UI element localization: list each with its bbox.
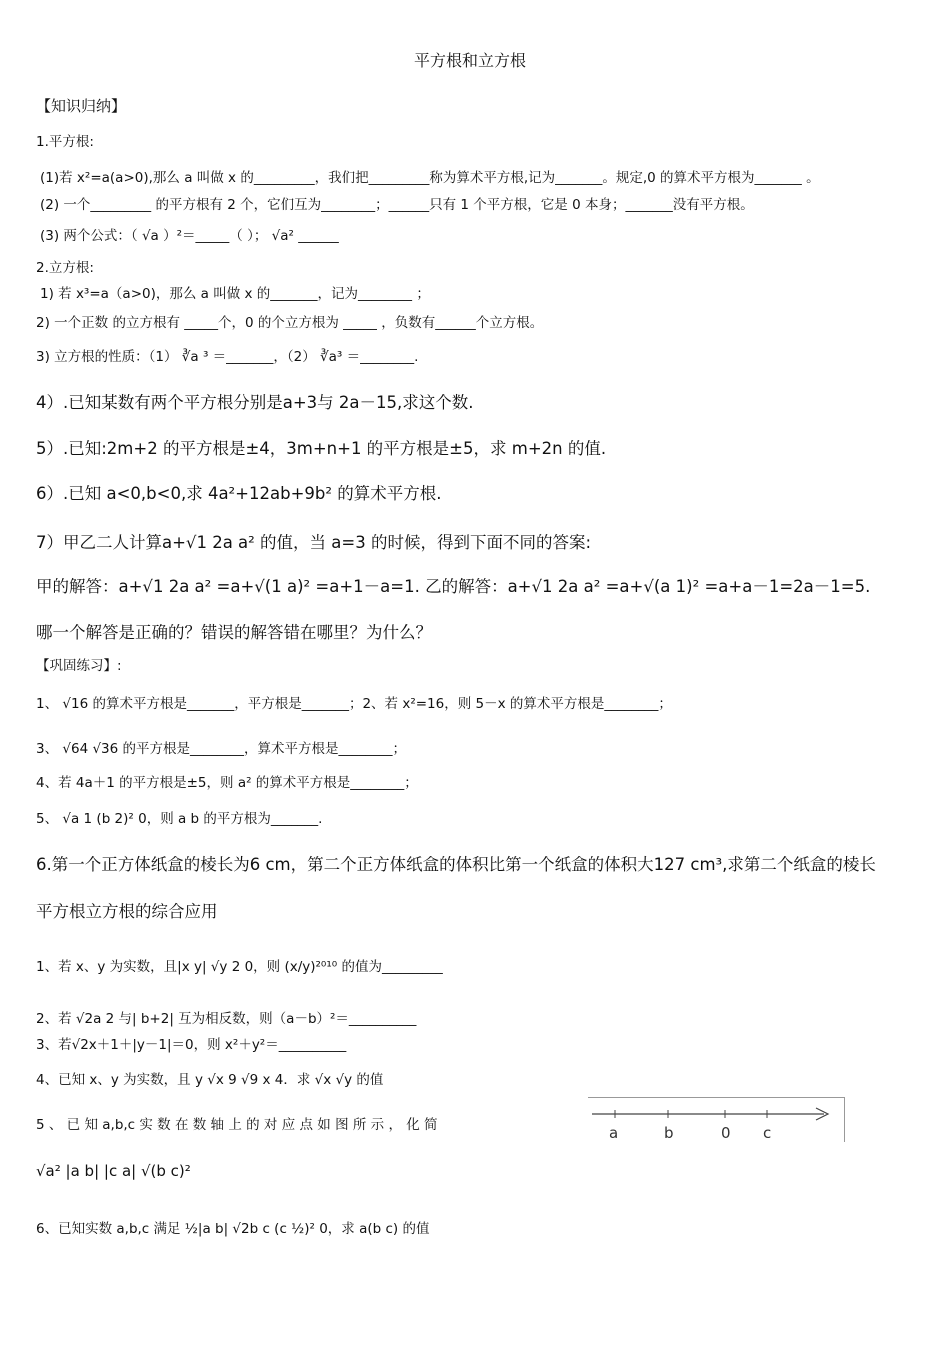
- text-line: 6、已知实数 a,b,c 满足 ½|a b| √2b c (c ½)² 0，求 a(b c) 的值: [36, 1221, 430, 1237]
- section-heading-application: 平方根立方根的综合应用: [36, 902, 218, 921]
- text-line: (2) 一个_________ 的平方根有 2 个，它们互为________；______只有 1 个平方根，它是 0 本身；_______没有平方根。: [40, 197, 754, 213]
- text-line: 2、若 √2a 2 与| b+2| 互为相反数，则（a－b）²＝__________: [36, 1011, 417, 1027]
- text-line: 5）.已知:2m+2 的平方根是±4，3m+n+1 的平方根是±5，求 m+2n 的值.: [36, 439, 607, 458]
- page-title: 平方根和立方根: [414, 51, 527, 70]
- text-line: 3、 √64 √36 的平方根是________，算术平方根是________；: [36, 741, 407, 757]
- text-line: 4、若 4a＋1 的平方根是±5，则 a² 的算术平方根是________；: [36, 775, 418, 791]
- text-line: 4）.已知某数有两个平方根分别是a+3与 2a－15,求这个数.: [36, 393, 474, 412]
- number-line-figure: [588, 1097, 845, 1142]
- number-line-label-c: c: [763, 1124, 772, 1142]
- number-line-axis: [588, 1098, 844, 1142]
- section-heading-knowledge: 【知识归纳】: [36, 97, 127, 115]
- text-line: 7）甲乙二人计算a+√1 2a a² 的值，当 a=3 的时候，得到下面不同的答案:: [36, 533, 591, 552]
- text-line: 1) 若 x³=a（a>0)，那么 a 叫做 x 的_______，记为________ ；: [40, 286, 430, 302]
- text-line: 3、若√2x＋1＋|y－1|＝0，则 x²＋y²＝__________: [36, 1037, 347, 1053]
- text-line: (1)若 x²=a(a>0),那么 a 叫做 x 的_________，我们把_________称为算术平方根,记为_______。规定,0 的算术平方根为_______ 。: [40, 170, 820, 186]
- number-line-label-b: b: [664, 1124, 674, 1142]
- text-line: 5 、 已 知 a,b,c 实 数 在 数 轴 上 的 对 应 点 如 图 所 示 ， 化 简: [36, 1117, 438, 1133]
- text-line: √a² |a b| |c a| √(b c)²: [36, 1162, 191, 1180]
- text-line: 哪一个解答是正确的？错误的解答错在哪里？为什么？: [36, 623, 432, 642]
- number-line-label-zero: 0: [721, 1124, 731, 1142]
- text-line: 3) 立方根的性质：（1） ∛a ³ ＝_______，（2） ∛a³ ＝________.: [36, 349, 419, 365]
- text-line: (3) 两个公式：（ √a ）²＝_____（ ）； √a² ______: [40, 228, 339, 244]
- text-line: 1、 √16 的算术平方根是_______，平方根是_______；2、若 x²=16，则 5－x 的算术平方根是________；: [36, 696, 672, 712]
- text-line: 6.第一个正方体纸盒的棱长为6 cm，第二个正方体纸盒的体积比第一个纸盒的体积大127 cm³,求第二个纸盒的棱长: [36, 855, 876, 874]
- text-line: 4、已知 x、y 为实数，且 y √x 9 √9 x 4．求 √x √y 的值: [36, 1072, 384, 1088]
- text-line: 2) 一个正数 的立方根有 _____个，0 的个立方根为 _____ ，负数有______个立方根。: [36, 315, 544, 331]
- text-line: 1.平方根:: [36, 134, 94, 150]
- text-line: 1、若 x、y 为实数，且|x y| √y 2 0，则 (x/y)²⁰¹⁰ 的值为_________: [36, 959, 443, 975]
- text-line: 甲的解答：a+√1 2a a² =a+√(1 a)² =a+1－a=1. 乙的解答：a+√1 2a a² =a+√(a 1)² =a+a－1=2a－1=5.: [36, 577, 871, 596]
- text-line: 2.立方根:: [36, 260, 94, 276]
- number-line-label-a: a: [609, 1124, 619, 1142]
- section-heading-practice: 【巩固练习】:: [36, 658, 122, 674]
- text-line: 5、 √a 1 (b 2)² 0，则 a b 的平方根为_______.: [36, 811, 323, 827]
- text-line: 6）.已知 a<0,b<0,求 4a²+12ab+9b² 的算术平方根.: [36, 484, 442, 503]
